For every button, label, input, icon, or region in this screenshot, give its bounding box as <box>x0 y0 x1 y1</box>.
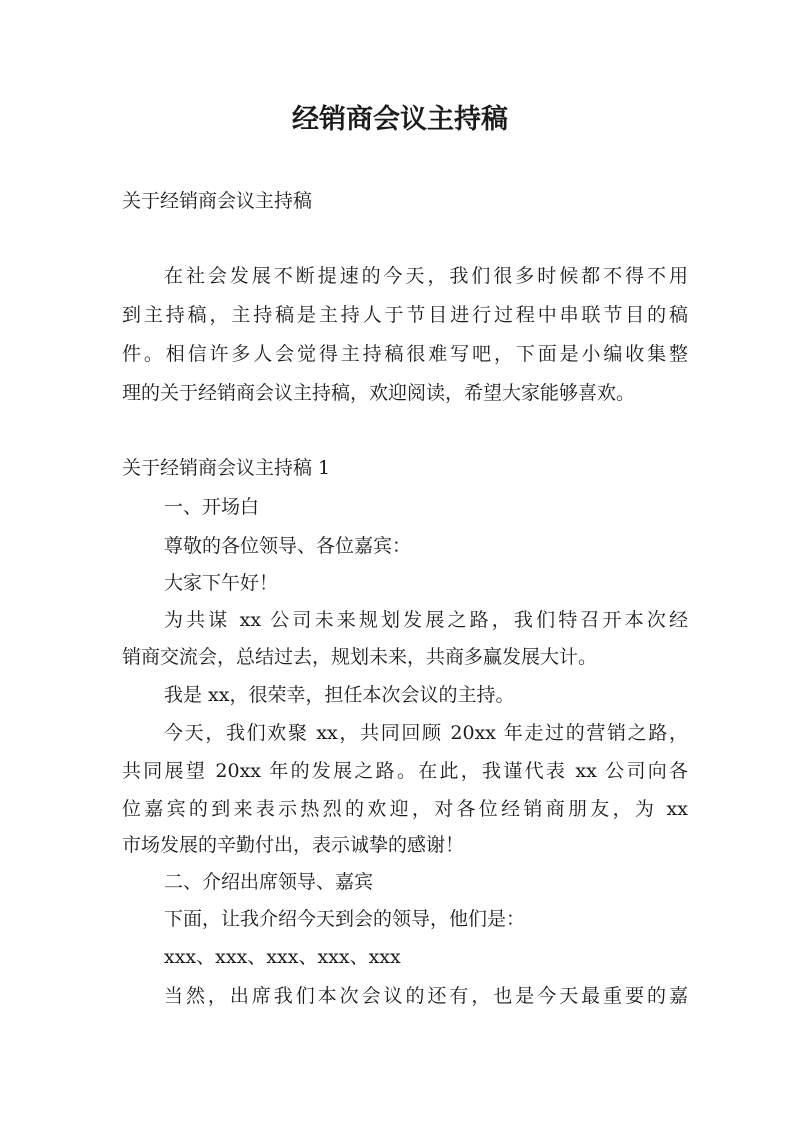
paragraph-line: 当然，出席我们本次会议的还有，也是今天最重要的嘉 <box>164 985 688 1007</box>
paragraph-line: 销商交流会，总结过去，规划未来，共商多赢发展大计。 <box>122 646 598 668</box>
subtitle: 关于经销商会议主持稿 <box>122 190 313 212</box>
heading-introduction: 二、介绍出席领导、嘉宾 <box>164 871 374 893</box>
document-title: 经销商会议主持稿 <box>292 104 508 135</box>
heading-opening: 一、开场白 <box>164 496 260 518</box>
guest-list: xxx、xxx、xxx、xxx、xxx <box>164 946 401 968</box>
intro-line-3: 件。相信许多人会觉得主持稿很难写吧，下面是小编收集整 <box>122 343 688 365</box>
salutation: 尊敬的各位领导、各位嘉宾： <box>164 535 412 557</box>
paragraph-line: 为共谋 xx 公司未来规划发展之路，我们特召开本次经 <box>164 609 688 631</box>
intro-line-1: 在社会发展不断提速的今天，我们很多时候都不得不用 <box>164 265 688 287</box>
paragraph-line: 共同展望 20xx 年的发展之路。在此，我谨代表 xx 公司向各 <box>122 760 688 782</box>
paragraph-line: 市场发展的辛勤付出，表示诚挚的感谢！ <box>122 834 465 856</box>
paragraph-line: 我是 xx，很荣幸，担任本次会议的主持。 <box>164 684 515 706</box>
section-heading: 关于经销商会议主持稿 1 <box>122 457 331 479</box>
greeting: 大家下午好！ <box>164 572 279 594</box>
paragraph-line: 位嘉宾的到来表示热烈的欢迎，对各位经销商朋友，为 xx <box>122 798 688 820</box>
intro-line-4: 理的关于经销商会议主持稿，欢迎阅读，希望大家能够喜欢。 <box>122 382 636 404</box>
paragraph-line: 今天，我们欢聚 xx，共同回顾 20xx 年走过的营销之路， <box>164 722 688 744</box>
paragraph-line: 下面，让我介绍今天到会的领导，他们是： <box>164 908 526 930</box>
intro-line-2: 到主持稿，主持稿是主持人于节目进行过程中串联节目的稿 <box>122 304 688 326</box>
